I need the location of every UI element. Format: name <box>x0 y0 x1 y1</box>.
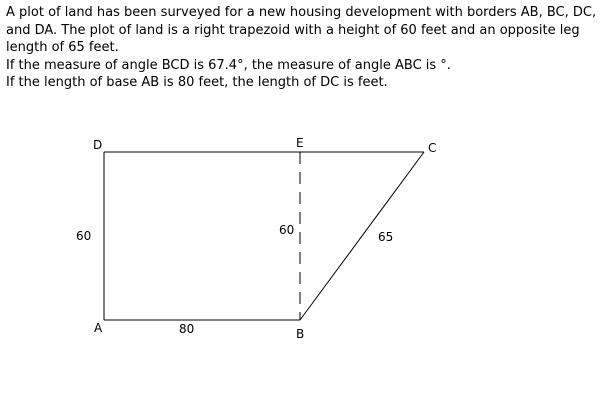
length-label-bc: 65 <box>378 230 394 244</box>
vertex-label-a: A <box>94 321 103 335</box>
problem-length-question: If the length of base AB is 80 feet, the length of DC is feet. <box>6 75 388 90</box>
length-label-ad: 60 <box>76 229 92 243</box>
vertex-label-b: B <box>296 327 305 341</box>
length-label-eb: 60 <box>279 223 295 237</box>
length-label-ab: 80 <box>179 322 195 336</box>
edge-bc <box>300 152 424 320</box>
vertex-label-c: C <box>428 141 437 155</box>
vertex-label-e: E <box>296 136 304 150</box>
problem-angle-question: If the measure of angle BCD is 67.4°, the measure of angle ABC is °. <box>6 57 451 73</box>
vertex-label-d: D <box>93 138 103 152</box>
problem-paragraph-1: A plot of land has been surveyed for a new housing development with borders AB, BC, DC, and DA. The plot of land is a right trapezoid with a height of 60 feet and an opposite leg length of 65 feet. <box>6 5 597 55</box>
